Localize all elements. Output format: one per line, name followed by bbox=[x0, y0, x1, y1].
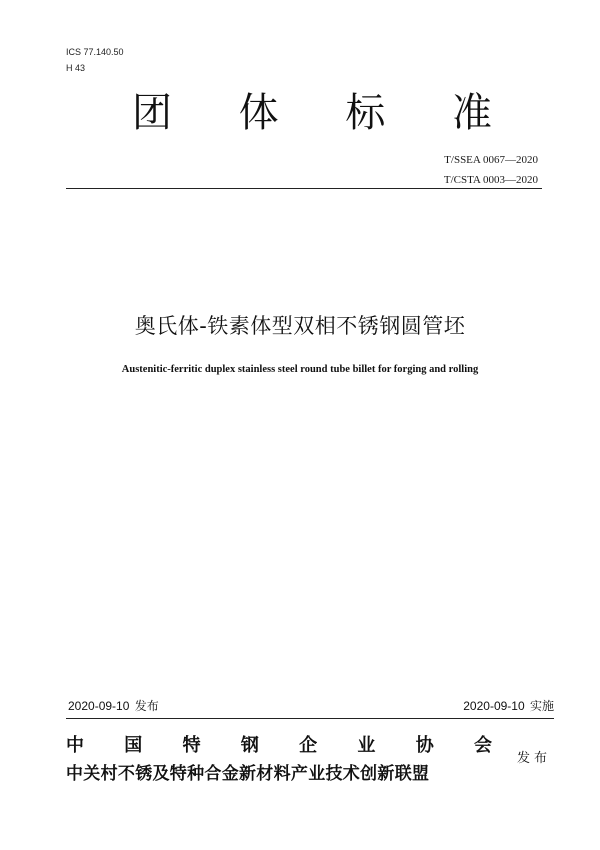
classification-codes bbox=[66, 44, 124, 76]
title-english: Austenitic-ferritic duplex stainless steel round tube billet for forging and rolling bbox=[121, 364, 479, 375]
issuer-organization-2: 中关村不锈及特种合金新材料产业技术创新联盟 bbox=[66, 764, 430, 784]
publish-date: 2020-09-10 bbox=[68, 699, 130, 713]
bottom-divider bbox=[66, 718, 554, 719]
issuer-char: 中 bbox=[66, 735, 84, 756]
doc-type-char: 标 bbox=[345, 90, 386, 136]
standard-number: T/SSEA 0067—2020 bbox=[444, 154, 538, 166]
issuer-char: 钢 bbox=[240, 735, 259, 756]
document-type-heading bbox=[132, 88, 492, 138]
ccs-code: H 43 bbox=[66, 63, 86, 73]
doc-type-char: 准 bbox=[451, 90, 492, 136]
publish-date-group bbox=[68, 698, 159, 714]
top-divider bbox=[66, 188, 542, 189]
issuer-char: 业 bbox=[357, 735, 376, 756]
issuer-organization-1 bbox=[66, 734, 492, 758]
issuer-char: 协 bbox=[415, 735, 434, 756]
issuer-char: 国 bbox=[124, 735, 143, 756]
implement-date-group bbox=[463, 698, 554, 714]
ics-code: ICS 77.140.50 bbox=[66, 47, 124, 57]
issuer-char: 特 bbox=[182, 735, 201, 756]
standard-numbers bbox=[444, 150, 538, 190]
issuer-char: 会 bbox=[473, 735, 492, 756]
standard-number: T/CSTA 0003—2020 bbox=[443, 174, 538, 186]
implement-date: 2020-09-10 bbox=[463, 699, 525, 713]
date-row bbox=[68, 698, 554, 714]
doc-type-char: 体 bbox=[238, 90, 279, 136]
title-chinese: 奥氏体-铁素体型双相不锈钢圆管坯 bbox=[134, 314, 466, 338]
issuers-publish-label: 发布 bbox=[517, 751, 552, 766]
doc-type-char: 团 bbox=[132, 90, 172, 136]
publish-date-label: 发布 bbox=[134, 699, 159, 713]
issuer-char: 企 bbox=[299, 735, 318, 756]
implement-date-label: 实施 bbox=[529, 699, 554, 713]
